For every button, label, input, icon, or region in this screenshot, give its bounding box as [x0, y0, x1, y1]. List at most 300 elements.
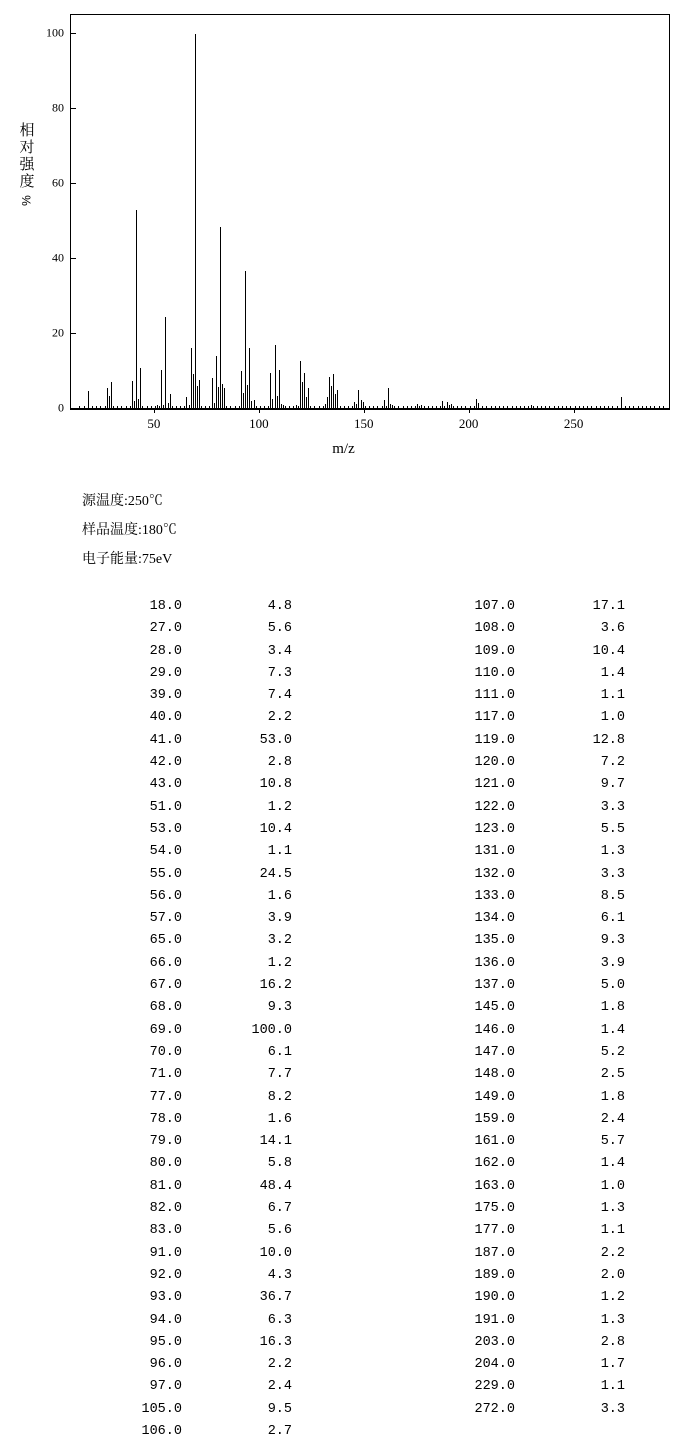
peak-intensity: 1.1 [267, 844, 292, 860]
table-row [72, 819, 302, 841]
y-axis-tick-label: 60 [52, 175, 64, 190]
peak-intensity: 1.3 [600, 1201, 625, 1217]
baseline-tick [587, 406, 588, 409]
spectrum-peak [132, 381, 133, 409]
spectrum-peak [224, 388, 225, 409]
peak-mz: 68.0 [149, 1000, 182, 1016]
peak-intensity: 3.9 [267, 911, 292, 927]
spectrum-peak [279, 370, 280, 409]
spectrum-peak [161, 370, 162, 409]
peak-mz: 67.0 [149, 978, 182, 994]
spectrum-peak [163, 405, 164, 409]
spectrum-peak [199, 380, 200, 409]
table-row [72, 997, 302, 1019]
spectrum-peak [354, 402, 355, 409]
spectrum-peak [337, 390, 338, 409]
table-row [405, 1042, 635, 1064]
peak-mz: 57.0 [149, 911, 182, 927]
peak-mz: 159.0 [474, 1111, 515, 1127]
table-row [405, 908, 635, 930]
spectrum-peak [333, 374, 334, 409]
spectrum-peak [392, 405, 393, 409]
peak-mz: 110.0 [474, 665, 515, 681]
table-row [405, 641, 635, 663]
table-row [72, 1376, 302, 1398]
peak-intensity: 1.2 [267, 799, 292, 815]
baseline-tick [499, 406, 500, 409]
spectrum-peak [134, 401, 135, 409]
spectrum-peak [478, 403, 479, 409]
baseline-tick [230, 406, 231, 409]
table-row [405, 841, 635, 863]
peak-mz: 123.0 [474, 821, 515, 837]
peak-mz: 29.0 [149, 665, 182, 681]
spectrum-peak [165, 317, 166, 409]
peak-mz: 39.0 [149, 688, 182, 704]
peak-mz: 149.0 [474, 1089, 515, 1105]
baseline-tick [440, 406, 441, 409]
y-axis-tick-label: 40 [52, 250, 64, 265]
peak-intensity: 2.4 [267, 1379, 292, 1395]
spectrum-peak [296, 405, 297, 409]
peak-intensity: 10.0 [259, 1245, 292, 1261]
table-row [405, 1354, 635, 1376]
peak-intensity: 1.4 [600, 1022, 625, 1038]
table-row [72, 1109, 302, 1131]
peak-intensity: 3.2 [267, 933, 292, 949]
table-row [72, 663, 302, 685]
spectrum-peak [283, 405, 284, 409]
peak-mz: 28.0 [149, 643, 182, 659]
spectrum-peak [384, 400, 385, 409]
peak-intensity: 1.7 [600, 1357, 625, 1373]
peak-intensity: 4.3 [267, 1267, 292, 1283]
y-axis-label [18, 122, 36, 209]
peak-mz: 109.0 [474, 643, 515, 659]
table-row [405, 797, 635, 819]
peak-intensity: 5.8 [267, 1156, 292, 1172]
table-row [72, 707, 302, 729]
peak-intensity: 1.3 [600, 844, 625, 860]
peak-mz: 175.0 [474, 1201, 515, 1217]
baseline-tick [411, 406, 412, 409]
table-row [72, 774, 302, 796]
peak-intensity: 1.2 [600, 1290, 625, 1306]
baseline-tick [323, 406, 324, 409]
x-axis-tick [574, 408, 575, 413]
baseline-tick [264, 406, 265, 409]
baseline-tick [646, 406, 647, 409]
spectrum-peak [109, 396, 110, 409]
spectrum-peak [447, 402, 448, 410]
baseline-tick [659, 406, 660, 409]
baseline-tick [465, 406, 466, 409]
spectrum-peak [245, 271, 246, 409]
peak-mz: 187.0 [474, 1245, 515, 1261]
baseline-tick [642, 406, 643, 409]
baseline-tick [579, 406, 580, 409]
peak-intensity: 9.3 [267, 1000, 292, 1016]
peak-intensity: 5.6 [267, 621, 292, 637]
baseline-tick [293, 406, 294, 409]
table-row [72, 1243, 302, 1265]
peak-mz: 79.0 [149, 1134, 182, 1150]
peak-intensity: 7.7 [267, 1067, 292, 1083]
spectrum-peak [218, 387, 219, 409]
baseline-tick [289, 406, 290, 409]
peak-mz: 55.0 [149, 866, 182, 882]
table-row [72, 752, 302, 774]
spectrum-peak [442, 401, 443, 409]
peak-intensity: 1.1 [600, 688, 625, 704]
baseline-tick [184, 406, 185, 409]
peak-intensity: 1.8 [600, 1089, 625, 1105]
peak-mz: 131.0 [474, 844, 515, 860]
baseline-tick [340, 406, 341, 409]
spectrum-peak [390, 404, 391, 409]
spectrum-peak [331, 386, 332, 409]
peak-intensity: 2.4 [600, 1111, 625, 1127]
baseline-tick [444, 406, 445, 409]
spectrum-peak [275, 345, 276, 409]
table-row [405, 1287, 635, 1309]
peak-mz: 107.0 [474, 599, 515, 614]
baseline-tick [591, 406, 592, 409]
spectrum-peak [306, 397, 307, 409]
table-row [405, 1376, 635, 1398]
peak-mz: 229.0 [474, 1379, 515, 1395]
baseline-tick [570, 406, 571, 409]
baseline-tick [528, 406, 529, 409]
peak-mz: 97.0 [149, 1379, 182, 1395]
table-row [72, 1354, 302, 1376]
table-row [405, 1153, 635, 1175]
peak-intensity: 8.5 [600, 888, 625, 904]
peak-intensity: 3.3 [600, 866, 625, 882]
peak-mz: 27.0 [149, 621, 182, 637]
baseline-tick [403, 406, 404, 409]
plot-frame [70, 14, 670, 410]
x-axis-label: m/z [332, 441, 355, 457]
peak-mz: 51.0 [149, 799, 182, 815]
baseline-tick [541, 406, 542, 409]
table-row [405, 997, 635, 1019]
baseline-tick [373, 406, 374, 409]
table-row [72, 930, 302, 952]
peak-intensity: 3.9 [600, 955, 625, 971]
spectrum-peak [270, 373, 271, 409]
spectrum-peak [249, 348, 250, 409]
peak-intensity: 3.3 [600, 1401, 625, 1417]
peak-intensity: 48.4 [259, 1178, 292, 1194]
baseline-tick [491, 406, 492, 409]
baseline-tick [226, 406, 227, 409]
spectrum-peak [136, 210, 137, 409]
x-axis-tick [154, 408, 155, 413]
peak-mz: 161.0 [474, 1134, 515, 1150]
spectrum-peak [329, 377, 330, 409]
baseline-tick [147, 406, 148, 409]
spectrum-peak [449, 405, 450, 410]
spectrum-peak [193, 374, 194, 409]
baseline-tick [424, 406, 425, 409]
peak-mz: 111.0 [474, 688, 515, 704]
x-axis-tick [364, 408, 365, 413]
spectrum-peak [417, 404, 418, 409]
table-row [72, 1332, 302, 1354]
table-row [405, 1020, 635, 1042]
table-row [405, 774, 635, 796]
x-axis-tick [469, 408, 470, 413]
peak-mz: 121.0 [474, 777, 515, 793]
peak-intensity: 5.2 [600, 1044, 625, 1060]
baseline-tick [298, 406, 299, 409]
peak-mz: 83.0 [149, 1223, 182, 1239]
peak-intensity: 2.7 [267, 1423, 292, 1439]
peak-intensity: 9.7 [600, 777, 625, 793]
spectrum-peak [186, 397, 187, 409]
spectrum-peak [88, 391, 89, 409]
peak-mz: 81.0 [149, 1178, 182, 1194]
table-row [72, 797, 302, 819]
peak-mz: 43.0 [149, 777, 182, 793]
peak-intensity: 6.7 [267, 1201, 292, 1217]
condition-electron-energy: 电子能量:75eV [82, 552, 173, 567]
baseline-tick [558, 406, 559, 409]
baseline-tick [549, 406, 550, 409]
baseline-tick [461, 406, 462, 409]
peak-intensity: 2.8 [267, 755, 292, 771]
peak-mz: 163.0 [474, 1178, 515, 1194]
plot-inner [71, 15, 669, 409]
baseline-tick [172, 406, 173, 409]
baseline-tick [113, 406, 114, 409]
peak-mz: 78.0 [149, 1111, 182, 1127]
baseline-tick [209, 406, 210, 409]
baseline-tick [117, 406, 118, 409]
y-axis-tick [70, 258, 76, 259]
peak-intensity: 2.0 [600, 1267, 625, 1283]
table-row [72, 1421, 302, 1443]
baseline-tick [84, 406, 85, 409]
spectrum-peak [212, 378, 213, 409]
peak-mz: 190.0 [474, 1290, 515, 1306]
peak-intensity: 1.3 [600, 1312, 625, 1328]
peak-mz: 65.0 [149, 933, 182, 949]
y-axis-tick-label: 100 [46, 25, 64, 40]
baseline-tick [533, 406, 534, 409]
baseline-tick [369, 406, 370, 409]
peak-mz: 272.0 [474, 1401, 515, 1417]
baseline-tick [239, 406, 240, 409]
peak-mz: 92.0 [149, 1267, 182, 1283]
table-row [72, 864, 302, 886]
baseline-tick [92, 406, 93, 409]
peak-intensity: 9.5 [267, 1401, 292, 1417]
peak-mz: 189.0 [474, 1267, 515, 1283]
baseline-tick [130, 406, 131, 409]
peak-mz: 70.0 [149, 1044, 182, 1060]
table-row [405, 730, 635, 752]
baseline-tick [638, 406, 639, 409]
baseline-tick [524, 406, 525, 409]
spectrum-peak [247, 385, 248, 409]
peak-mz: 204.0 [474, 1357, 515, 1373]
peak-intensity: 2.2 [267, 710, 292, 726]
baseline-tick [382, 406, 383, 409]
x-axis-tick-label: 150 [354, 416, 374, 431]
peak-mz: 42.0 [149, 755, 182, 771]
peak-mz: 119.0 [474, 732, 515, 748]
baseline-tick [482, 406, 483, 409]
baseline-tick [503, 406, 504, 409]
table-row [405, 618, 635, 640]
table-row [405, 1332, 635, 1354]
peak-intensity: 12.8 [592, 732, 625, 748]
baseline-tick [537, 406, 538, 409]
spectrum-peak [361, 400, 362, 409]
table-row [405, 886, 635, 908]
baseline-tick [407, 406, 408, 409]
peak-intensity: 1.4 [600, 1156, 625, 1172]
x-axis-tick-label: 200 [458, 416, 479, 431]
spectrum-peak [216, 356, 217, 409]
baseline-tick [516, 406, 517, 409]
table-row [405, 1399, 635, 1421]
peak-intensity: 5.6 [267, 1223, 292, 1239]
peak-intensity: 14.1 [259, 1134, 292, 1150]
peak-mz: 54.0 [149, 844, 182, 860]
peak-mz: 135.0 [474, 933, 515, 949]
spectrum-peak [251, 401, 252, 409]
peak-mz: 80.0 [149, 1156, 182, 1172]
peak-mz: 56.0 [149, 888, 182, 904]
baseline-tick [398, 406, 399, 409]
spectrum-peak [327, 397, 328, 409]
peak-intensity: 1.0 [600, 1178, 625, 1194]
table-row [405, 1131, 635, 1153]
peak-intensity: 17.1 [592, 599, 625, 614]
spectrum-peak [140, 368, 141, 409]
peak-intensity: 3.3 [600, 799, 625, 815]
peak-mz: 91.0 [149, 1245, 182, 1261]
peak-intensity: 24.5 [259, 866, 292, 882]
spectrum-peak [358, 390, 359, 410]
peak-intensity: 3.4 [267, 643, 292, 659]
peak-intensity: 9.3 [600, 933, 625, 949]
peak-mz: 137.0 [474, 978, 515, 994]
peak-intensity: 10.8 [259, 777, 292, 793]
y-axis-tick [70, 333, 76, 334]
peak-intensity: 16.3 [259, 1334, 292, 1350]
peak-intensity: 36.7 [259, 1290, 292, 1306]
peak-mz: 66.0 [149, 955, 182, 971]
table-row [72, 953, 302, 975]
peak-mz: 120.0 [474, 755, 515, 771]
baseline-tick [583, 406, 584, 409]
peak-mz: 106.0 [141, 1423, 182, 1439]
table-row [405, 1087, 635, 1109]
peak-intensity: 16.2 [259, 978, 292, 994]
baseline-tick [155, 406, 156, 409]
peak-mz: 96.0 [149, 1357, 182, 1373]
peak-mz: 53.0 [149, 821, 182, 837]
baseline-tick [507, 406, 508, 409]
baseline-tick [377, 406, 378, 409]
table-row [405, 864, 635, 886]
table-row [405, 1243, 635, 1265]
spectrum-peak [107, 388, 108, 409]
peak-intensity: 1.0 [600, 710, 625, 726]
spectrum-peak [304, 373, 305, 409]
table-row [72, 1220, 302, 1242]
baseline-tick [314, 406, 315, 409]
table-row [405, 707, 635, 729]
peak-intensity: 5.5 [600, 821, 625, 837]
baseline-tick [268, 406, 269, 409]
table-row [72, 1198, 302, 1220]
table-row [405, 752, 635, 774]
peak-intensity: 2.8 [600, 1334, 625, 1350]
spectrum-peak [531, 405, 532, 409]
peak-intensity: 1.1 [600, 1223, 625, 1239]
spectrum-peak [170, 394, 171, 409]
peak-intensity: 2.5 [600, 1067, 625, 1083]
spectrum-peak [308, 388, 309, 409]
table-row [405, 685, 635, 707]
baseline-tick [625, 406, 626, 409]
peak-intensity: 1.6 [267, 1111, 292, 1127]
peak-intensity: 6.1 [600, 911, 625, 927]
spectrum-peak [241, 371, 242, 409]
spectrum-peak [111, 382, 112, 409]
peak-intensity: 10.4 [592, 643, 625, 659]
table-row [72, 1042, 302, 1064]
table-row [72, 730, 302, 752]
peak-mz: 41.0 [149, 732, 182, 748]
spectrum-peak [220, 227, 221, 409]
spectrum-peak [214, 403, 215, 409]
x-axis-tick-label: 50 [147, 416, 161, 431]
spectrum-peak [621, 397, 622, 409]
baseline-tick [79, 406, 80, 409]
table-row [72, 975, 302, 997]
y-axis-tick-label: 20 [52, 325, 64, 340]
peak-intensity: 6.1 [267, 1044, 292, 1060]
peak-mz: 177.0 [474, 1223, 515, 1239]
table-row [72, 1064, 302, 1086]
peak-mz: 203.0 [474, 1334, 515, 1350]
x-axis-tick-label: 100 [249, 416, 269, 431]
peak-intensity: 10.4 [259, 821, 292, 837]
peak-mz: 82.0 [149, 1201, 182, 1217]
y-axis-tick [70, 408, 76, 409]
baseline-tick [386, 406, 387, 409]
y-axis-tick [70, 108, 76, 109]
y-axis-tick [70, 183, 76, 184]
baseline-tick [126, 406, 127, 409]
y-axis-unit: % [19, 195, 34, 206]
table-row [405, 1176, 635, 1198]
peak-mz: 95.0 [149, 1334, 182, 1350]
baseline-tick [575, 406, 576, 409]
table-row [72, 1020, 302, 1042]
peak-mz: 94.0 [149, 1312, 182, 1328]
table-row [72, 596, 302, 618]
spectrum-peak [197, 386, 198, 409]
baseline-tick [633, 406, 634, 409]
table-row [405, 819, 635, 841]
